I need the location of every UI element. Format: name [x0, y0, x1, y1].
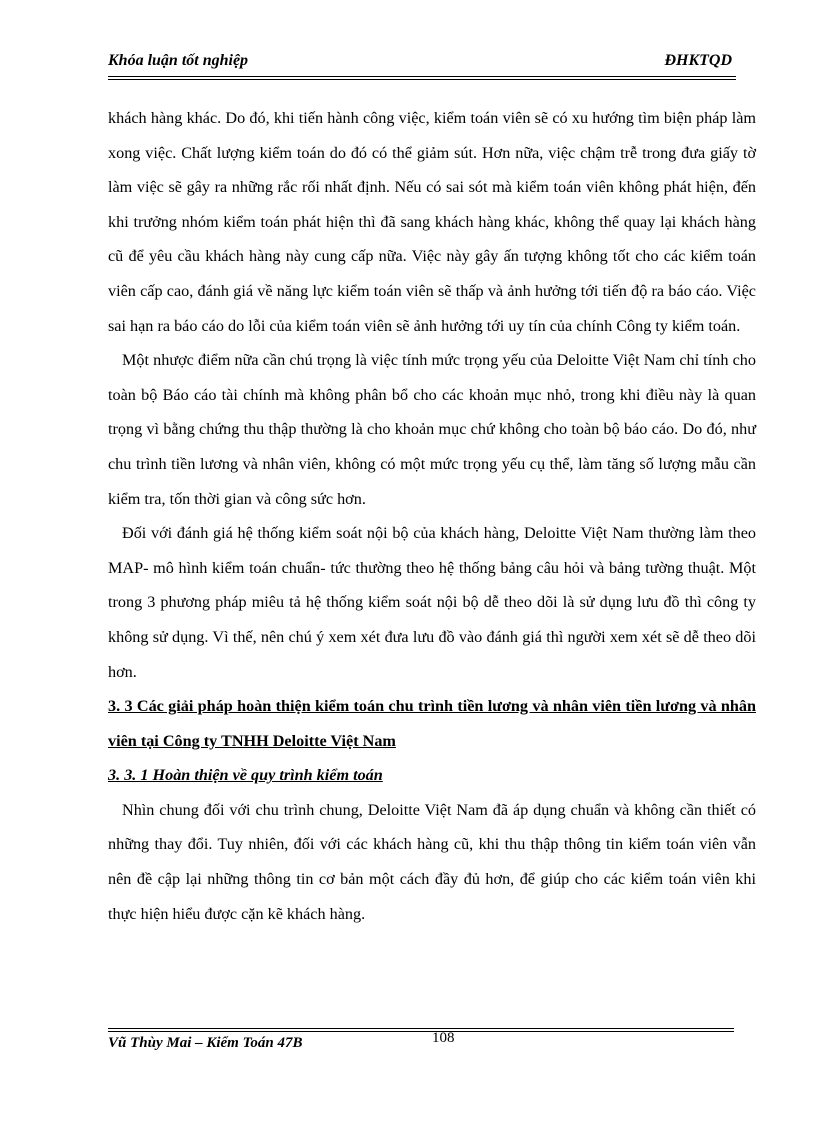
header-school: ĐHKTQD [664, 52, 732, 69]
page-content [108, 101, 756, 931]
section-heading: 3. 3 Các giải pháp hoàn thiện kiểm toán chu trình tiền lương và nhân viên tiền lương và nhân viên tại Công ty TNHH Deloitte Việt Nam [108, 697, 756, 750]
header-title: Khóa luận tốt nghiệp [108, 52, 249, 69]
footer-rule-bottom [108, 1031, 734, 1032]
header-rule-bottom [108, 79, 736, 80]
subsection-heading: 3. 3. 1 Hoàn thiện về quy trình kiểm toán [108, 766, 383, 785]
paragraph: Đối với đánh giá hệ thống kiểm soát nội bộ của khách hàng, Deloitte Việt Nam thường làm theo MAP- mô hình kiểm toán chuẩn- tức thường theo hệ thống bảng câu hỏi và bảng tường thuật. Một trong 3 phương pháp miêu tả hệ thống kiểm soát nội bộ dễ theo dõi là sử dụng lưu đồ thì công ty không sử dụng. Vì thế, nên chú ý xem xét đưa lưu đồ vào đánh giá thì người xem xét sẽ dễ theo dõi hơn. [108, 524, 756, 681]
page-number: 108 [432, 1030, 455, 1046]
header-rule-top [108, 76, 736, 77]
paragraph: khách hàng khác. Do đó, khi tiến hành công việc, kiểm toán viên sẽ có xu hướng tìm biện pháp làm xong việc. Chất lượng kiểm toán do đó có thể giảm sút. Hơn nữa, việc chậm trễ trong đưa giấy tờ làm việc sẽ gây ra những rắc rối nhất định. Nếu có sai sót mà kiểm toán viên không phát hiện, đến khi trưởng nhóm kiểm toán phát hiện thì đã sang khách hàng khác, không thể quay lại khách hàng cũ để yêu cầu khách hàng này cung cấp nữa. Việc này gây ấn tượng không tốt cho các kiểm toán viên cấp cao, đánh giá về năng lực kiểm toán viên sẽ thấp và ảnh hưởng tới tiến độ ra báo cáo. Việc sai hạn ra báo cáo do lỗi của kiểm toán viên sẽ ảnh hưởng tới uy tín của chính Công ty kiểm toán. [108, 109, 756, 335]
footer-rule-top [108, 1028, 734, 1029]
paragraph: Một nhược điểm nữa cần chú trọng là việc tính mức trọng yếu của Deloitte Việt Nam chỉ tính cho toàn bộ Báo cáo tài chính mà không phân bổ cho các khoản mục nhỏ, trong khi điều này là quan trọng vì bằng chứng thu thập thường là cho khoản mục chứ không cho toàn bộ báo cáo. Do đó, như chu trình tiền lương và nhân viên, không có một mức trọng yếu cụ thể, làm tăng số lượng mẫu cần kiểm tra, tốn thời gian và công sức hơn. [108, 351, 756, 508]
page-header [108, 52, 734, 74]
paragraph: Nhìn chung đối với chu trình chung, Deloitte Việt Nam đã áp dụng chuẩn và không cần thiết có những thay đổi. Tuy nhiên, đối với các khách hàng cũ, khi thu thập thông tin kiểm toán viên vẫn nên đề cập lại những thông tin cơ bản một cách đầy đủ hơn, để giúp cho các kiểm toán viên khi thực hiện hiểu được cặn kẽ khách hàng. [108, 800, 756, 923]
footer-author: Vũ Thùy Mai – Kiểm Toán 47B [108, 1035, 303, 1051]
